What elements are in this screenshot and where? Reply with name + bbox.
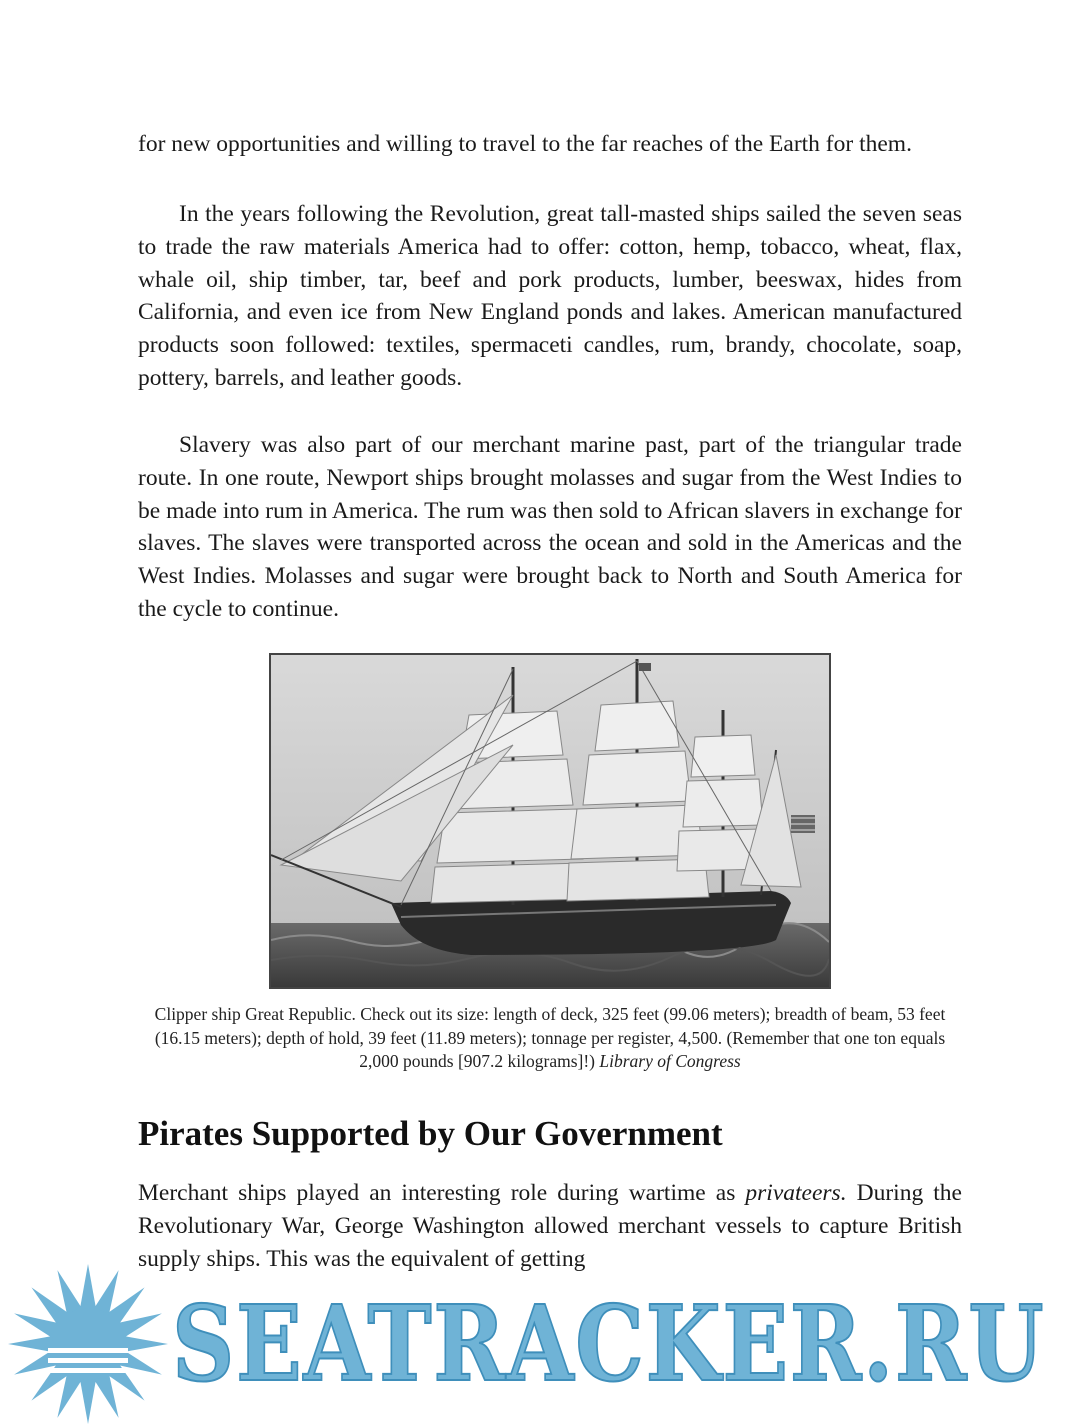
caption-text: Clipper ship Great Republic. Check out its size: length of deck, 325 feet (99.06 meters); breadth of beam, 53 feet (16.15 meters); depth of hold, 39 feet (11.89 meters); tonnage per register, 4,500. (Remember that one ton equals 2,000 pounds [907.2 kilograms]!) [154,1004,946,1071]
clipper-ship-image [269,653,831,989]
privateers-term: privateers. [745,1180,847,1206]
paragraph-trade-goods: In the years following the Revolution, great tall-masted ships sailed the seven seas to trade the raw materials America had to offer: cotton, hemp, tobacco, wheat, flax, whale oil, ship timber, tar, beef and pork products, lumber, beeswax, hides from California, and even ice from New England ponds and lakes. American manufactured products soon followed: textiles, spermaceti candles, rum, brandy, chocolate, soap, pottery, barrels, and leather goods. [138,201,962,391]
privateers-text-start: Merchant ships played an interesting role during wartime as [138,1180,746,1206]
watermark-text: SEATRACKER.RU [172,1282,1046,1405]
privateers-text-end: During the Revolutionary War, George Washington allowed merchant vessels to capture British supply ships. This was the equivalent of getting [138,1180,962,1272]
paragraph-slavery: Slavery was also part of our merchant marine past, part of the triangular trade route. In one route, Newport ships brought molasses and sugar from the West Indies to be made into rum in America. The rum was then sold to African slavers in exchange for slaves. The slaves were transported across the ocean and sold in the Americas and the West Indies. Molasses and sugar were brought back to North and South America for the cycle to continue. [138,432,962,622]
paragraph-privateers [138,1177,962,1275]
figure-caption [138,1003,962,1074]
section-heading: Pirates Supported by Our Government [138,1114,723,1153]
caption-credit: Library of Congress [599,1051,741,1071]
paragraph-continued: for new opportunities and willing to travel to the far reaches of the Earth for them. [138,131,912,157]
